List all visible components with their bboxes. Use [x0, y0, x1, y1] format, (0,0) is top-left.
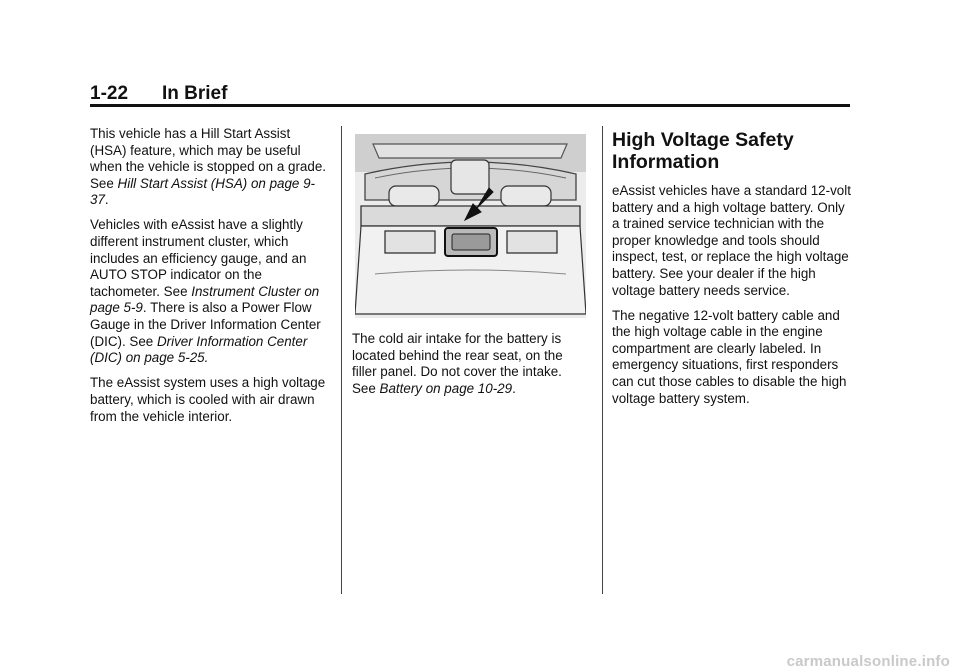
- paragraph-high-voltage-service: eAssist vehicles have a standard 12-volt battery and a high voltage battery. Only a trained service technician with the proper knowledge and tools should inspect, test, or replace the high voltage battery. See your dealer if the high voltage battery needs service.: [612, 183, 851, 298]
- paragraph-battery-cables: The negative 12-volt battery cable and the high voltage cable in the engine compartment are clearly labeled. In emergency situations, first responders can cut those cables to disable the high voltage battery system.: [612, 307, 847, 406]
- watermark-logo: carmanualsonline.info: [786, 653, 950, 670]
- section-title: In Brief: [162, 83, 228, 104]
- figure-caption: The cold air intake for the battery is located behind the rear seat, on the filler panel. Do not cover the intake. See Battery on page 10-29.: [352, 331, 563, 396]
- dic-reference-link[interactable]: Driver Information Center (DIC) on page 5-25.: [90, 333, 308, 366]
- rear-seat-illustration: [355, 134, 586, 318]
- column-divider-1: [341, 126, 342, 594]
- column-right: [612, 126, 852, 416]
- paragraph-instrument-cluster: Vehicles with eAssist have a slightly different instrument cluster, which includes an efficiency gauge, and an AUTO STOP indicator on the tachometer. See Instrument Cluster on page 5-9. There is also a Power Flow Gauge in the Driver Information Center (DIC). See Driver Information Center (DIC) on page 5-25.: [90, 217, 321, 366]
- page-number: 1-22: [90, 83, 129, 104]
- column-left: [90, 126, 330, 434]
- paragraph-eassist-battery: The eAssist system uses a high voltage battery, which is cooled with air drawn from the vehicle interior.: [90, 375, 326, 424]
- column-divider-2: [602, 126, 603, 594]
- paragraph-hsa: This vehicle has a Hill Start Assist (HSA) feature, which may be useful when the vehicle is stopped on a grade. See Hill Start Assist (HSA) on page 9-37.: [90, 126, 326, 208]
- battery-intake-illustration: [355, 134, 586, 318]
- section-heading: High Voltage Safety Information: [612, 129, 794, 173]
- hsa-reference-link[interactable]: Hill Start Assist (HSA) on page 9-37: [90, 175, 315, 208]
- header-rule: [90, 104, 850, 107]
- page-header: [90, 82, 850, 106]
- battery-reference-link[interactable]: Battery on page 10-29: [379, 380, 513, 396]
- instrument-cluster-reference-link[interactable]: Instrument Cluster on page 5-9: [90, 283, 320, 316]
